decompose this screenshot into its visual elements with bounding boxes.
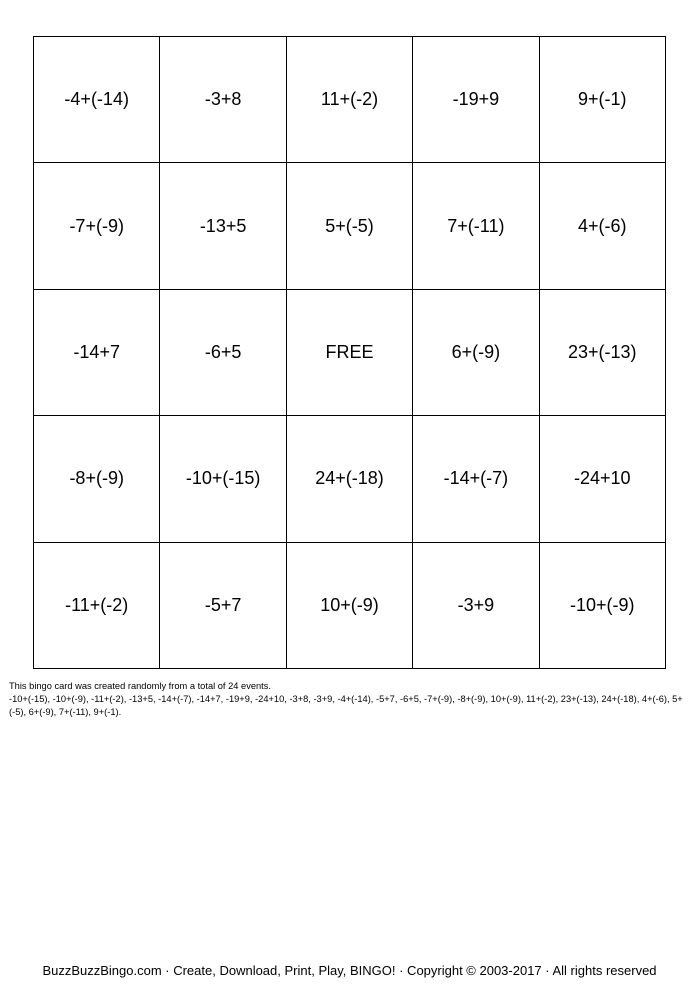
card-summary: This bingo card was created randomly from a total of 24 events. xyxy=(9,681,271,691)
bingo-cell: -14+7 xyxy=(34,290,160,416)
bingo-cell: -24+10 xyxy=(540,416,666,542)
bingo-cell: -13+5 xyxy=(160,163,286,289)
bingo-cell: 23+(-13) xyxy=(540,290,666,416)
bingo-cell: -10+(-15) xyxy=(160,416,286,542)
bingo-cell: 11+(-2) xyxy=(287,37,413,163)
bingo-cell: -8+(-9) xyxy=(34,416,160,542)
bingo-cell: -11+(-2) xyxy=(34,543,160,669)
bingo-cell: -7+(-9) xyxy=(34,163,160,289)
event-list: -10+(-15), -10+(-9), -11+(-2), -13+5, -14+(-7), -14+7, -19+9, -24+10, -3+8, -3+9, -4+(-14), -5+7, -6+5, -7+(-9), -8+(-9), 10+(-9), 11+(-2), 23+(-13), 24+(-18), 4+(-6), 5+(-5), 6+(-9), 7+(-11), 9+(-1). xyxy=(9,694,683,717)
bingo-free-cell: FREE xyxy=(287,290,413,416)
bingo-cell: 24+(-18) xyxy=(287,416,413,542)
bingo-cell: -4+(-14) xyxy=(34,37,160,163)
page-footer: BuzzBuzzBingo.com · Create, Download, Print, Play, BINGO! · Copyright © 2003-2017 · All rights reserved xyxy=(42,963,657,978)
bingo-cell: -19+9 xyxy=(413,37,539,163)
bingo-cell: -3+8 xyxy=(160,37,286,163)
bingo-cell: -5+7 xyxy=(160,543,286,669)
bingo-cell: -10+(-9) xyxy=(540,543,666,669)
bingo-cell: 5+(-5) xyxy=(287,163,413,289)
bingo-cell: 10+(-9) xyxy=(287,543,413,669)
bingo-cell: -3+9 xyxy=(413,543,539,669)
card-info xyxy=(9,680,693,719)
bingo-cell: 7+(-11) xyxy=(413,163,539,289)
bingo-cell: 9+(-1) xyxy=(540,37,666,163)
bingo-cell: 4+(-6) xyxy=(540,163,666,289)
bingo-cell: -6+5 xyxy=(160,290,286,416)
bingo-cell: 6+(-9) xyxy=(413,290,539,416)
bingo-card-grid xyxy=(33,36,666,669)
bingo-cell: -14+(-7) xyxy=(413,416,539,542)
